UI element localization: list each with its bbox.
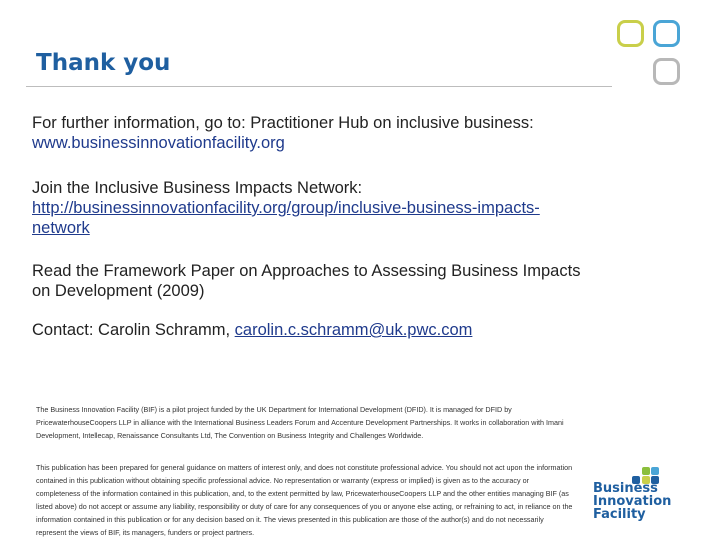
info-paragraph — [32, 113, 592, 153]
network-text: Join the Inclusive Business Impacts Network: — [32, 179, 363, 197]
contact-text: Contact: Carolin Schramm, — [32, 321, 235, 339]
network-paragraph — [32, 178, 592, 238]
disclaimer-funding: The Business Innovation Facility (BIF) is a pilot project funded by the UK Department for International Development (DFID). It is managed for DFID by PricewaterhouseCoopers LLP in alliance with the International Business Leaders Forum and Accenture Development Partnerships. It works in collaboration with Imani Development, Intellecap, Renaissance Consultants Ltd, The Convention on Business Integrity and Challenges Worldwide. — [36, 405, 564, 440]
slide-title: Thank you — [36, 50, 171, 76]
info-text: For further information, go to: Practitioner Hub on inclusive business: — [32, 114, 534, 132]
hub-link[interactable]: www.businessinnovationfacility.org — [32, 134, 285, 152]
bif-logo-line2: Innovation — [593, 494, 672, 509]
decor-square-blue — [653, 20, 680, 47]
decor-square-grey — [653, 58, 680, 85]
disclaimer-legal: This publication has been prepared for general guidance on matters of interest only, and does not constitute professional advice. You should not act upon the information contained in this publication without obtaining specific professional advice. No representation or warranty (express or implied) is given as to the accuracy or completeness of the information contained in this publication, and, to the extent permitted by law, PricewaterhouseCoopers LLP and the other entities managing BIF (as listed above) do not accept or assume any liability, responsibility or duty of care for any consequences of you or anyone else acting, or refraining to act, in reliance on the information contained in this publication or for any decision based on it. The views presented in this publication are those of the author(s) and do not necessarily represent the views of BIF, its managers, funders or project partners. — [36, 463, 573, 537]
framework-paragraph: Read the Framework Paper on Approaches to Assessing Business Impacts on Development (2009) — [32, 262, 581, 300]
bif-logo-line1: Business — [593, 481, 658, 496]
bif-logo-line3: Facility — [593, 507, 646, 522]
bif-logo-text — [593, 482, 671, 521]
network-link[interactable]: http://businessinnovationfacility.org/group/inclusive-business-impacts-network — [32, 199, 540, 237]
title-divider — [26, 86, 612, 87]
contact-email-link[interactable]: carolin.c.schramm@uk.pwc.com — [234, 321, 473, 339]
contact-paragraph — [32, 320, 592, 340]
decor-square-yellow-left — [617, 20, 644, 47]
bif-logo — [590, 467, 700, 527]
